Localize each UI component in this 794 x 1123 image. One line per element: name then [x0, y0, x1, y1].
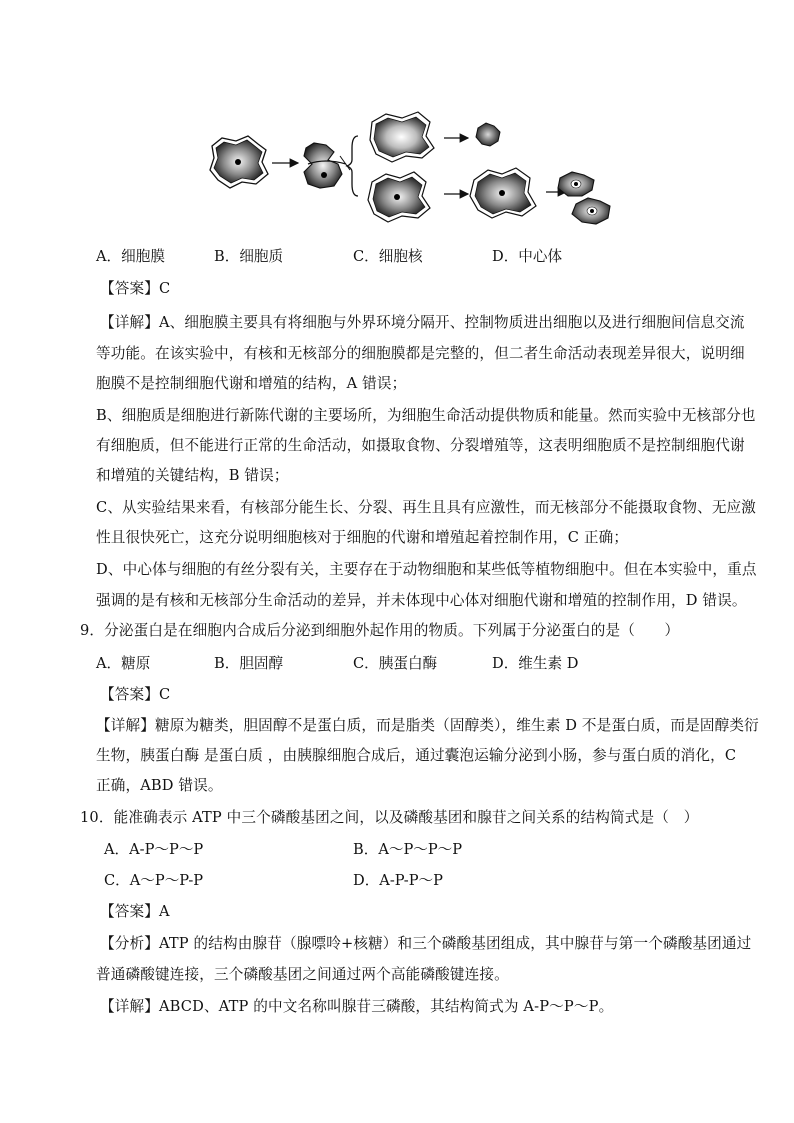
q10-analysis-line: 普通磷酸键连接，三个磷酸基团之间通过两个高能磷酸键连接。 — [96, 966, 509, 983]
q8-answer: 【答案】C — [100, 280, 171, 297]
q9-detail-line: 生物，胰蛋白酶 是蛋白质 ，由胰腺细胞合成后，通过囊泡运输分泌到小肠，参与蛋白质的消化，C — [96, 747, 737, 764]
q10-analysis-line: 【分析】ATP 的结构由腺苷（腺嘌呤+核糖）和三个磷酸基团组成，其中腺苷与第一个磷酸基团通过 — [100, 935, 752, 952]
q10-detail-line: 【详解】ABCD、ATP 的中文名称叫腺苷三磷酸，其结构简式为 A-P～P～P。 — [100, 998, 614, 1015]
shrunken-dead-part — [476, 123, 500, 146]
q8-detail-line: C、从实验结果来看，有核部分能生长、分裂、再生且具有应激性，而无核部分不能摄取食物、无应激 — [96, 499, 757, 516]
cut-cell — [304, 143, 350, 188]
q9-option-d: D．维生素 D — [492, 655, 579, 672]
q9-option-c: C．胰蛋白酶 — [353, 655, 438, 672]
q9-detail-line: 【详解】糖原为糖类，胆固醇不是蛋白质，而是脂类（固醇类），维生素 D 不是蛋白质，而是固醇类衍 — [96, 717, 759, 734]
q10-option-b: B．A～P～P～P — [353, 841, 463, 858]
q9-answer: 【答案】C — [100, 686, 171, 703]
q8-option-c: C．细胞核 — [353, 248, 423, 265]
q10-option-c: C．A～P～P-P — [104, 872, 204, 889]
q9-option-b: B．胆固醇 — [214, 655, 284, 672]
q8-detail-line: 性且很快死亡，这充分说明细胞核对于细胞的代谢和增殖起着控制作用，C 正确； — [96, 529, 629, 546]
q8-detail-line: 等功能。在该实验中，有核和无核部分的细胞膜都是完整的，但二者生命活动表现差异很大，说明细 — [96, 345, 745, 362]
q9-option-a: A．糖原 — [96, 655, 151, 672]
q8-detail-line: D、中心体与细胞的有丝分裂有关，主要存在于动物细胞和某些低等植物细胞中。但在本实验中，重点 — [96, 561, 757, 578]
q10-answer: 【答案】A — [100, 903, 170, 920]
q9-detail-line: 正确，ABD 错误。 — [96, 777, 223, 794]
enucleated-part — [370, 112, 434, 162]
q8-option-b: B．细胞质 — [214, 248, 284, 265]
divided-cell-bottom — [572, 198, 610, 224]
nucleated-part — [368, 172, 430, 222]
q8-detail-line: 有细胞质，但不能进行正常的生命活动，如摄取食物、分裂增殖等，这表明细胞质不是控制细胞代谢 — [96, 437, 745, 454]
q8-detail-line: 和增殖的关键结构，B 错误； — [96, 467, 289, 484]
cell-experiment-figure — [200, 108, 620, 233]
q10-option-d: D．A-P-P～P — [353, 872, 443, 889]
q8-detail-line: 【详解】A、细胞膜主要具有将细胞与外界环境分隔开、控制物质进出细胞以及进行细胞间信息交流 — [100, 314, 745, 331]
divided-cell-top — [558, 172, 594, 196]
q8-detail-line: 胞膜不是控制细胞代谢和增殖的结构，A 错误； — [96, 375, 407, 392]
q8-detail-line: 强调的是有核和无核部分生命活动的差异，并未体现中心体对细胞代谢和增殖的控制作用，D 错误。 — [96, 592, 747, 609]
q10-question: 10．能准确表示 ATP 中三个磷酸基团之间，以及磷酸基团和腺苷之间关系的结构简式是（ ） — [80, 809, 699, 826]
q8-option-a: A．细胞膜 — [96, 248, 165, 265]
q8-detail-line: B、细胞质是细胞进行新陈代谢的主要场所，为细胞生命活动提供物质和能量。然而实验中无核部分也 — [96, 407, 756, 424]
regrown-cell — [470, 168, 536, 218]
q9-question: 9．分泌蛋白是在细胞内合成后分泌到细胞外起作用的物质。下列属于分泌蛋白的是（ ） — [80, 622, 680, 639]
q8-option-d: D．中心体 — [492, 248, 563, 265]
original-cell — [210, 136, 268, 188]
q10-option-a: A．A-P～P～P — [104, 841, 204, 858]
